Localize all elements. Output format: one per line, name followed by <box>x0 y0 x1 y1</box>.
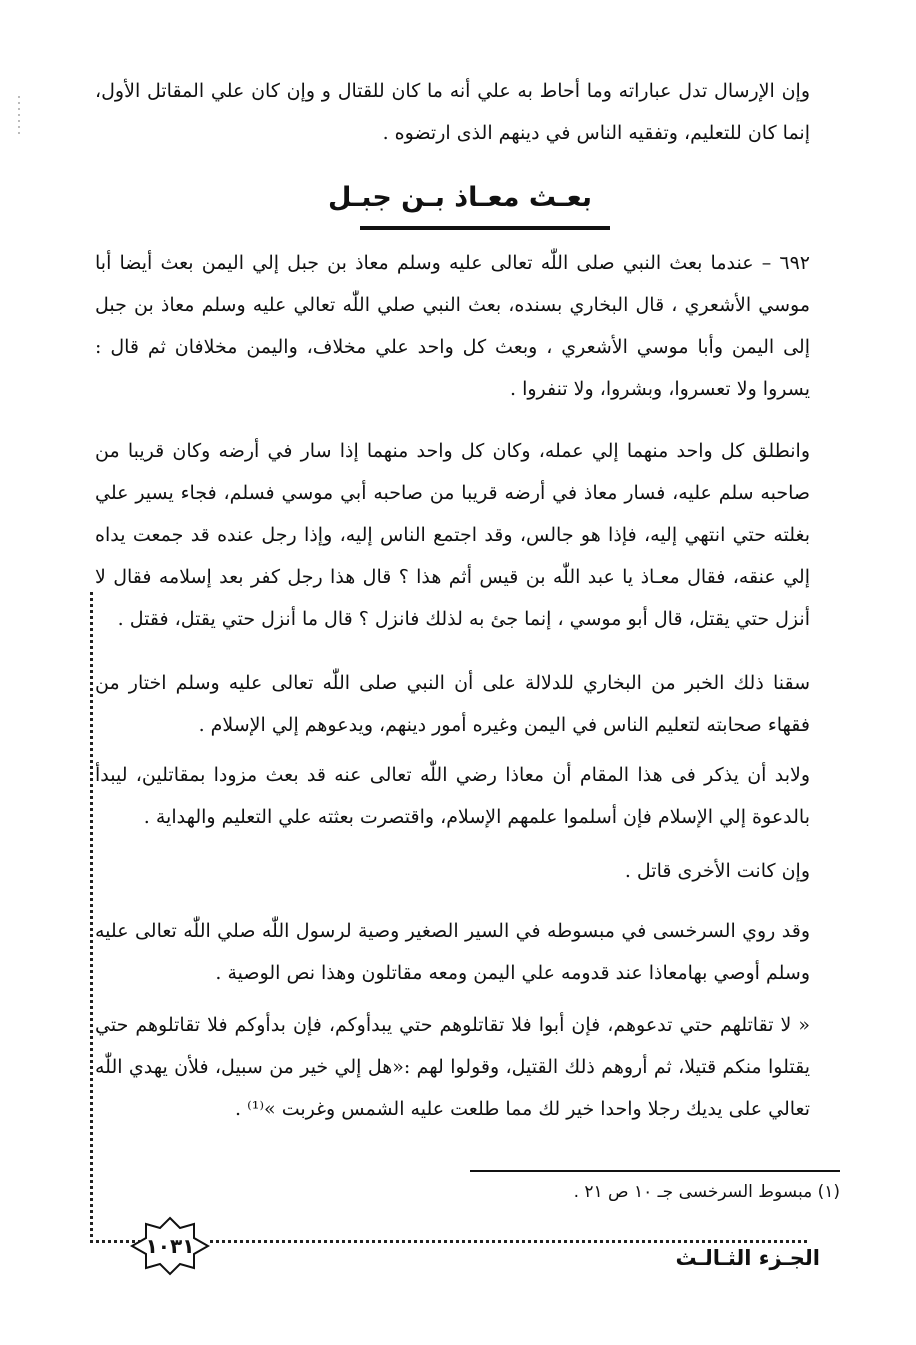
heading-underline <box>360 226 610 230</box>
footnote: (١) مبسوط السرخسى جـ ١٠ ص ٢١ . <box>573 1182 840 1202</box>
paragraph-bukhari-note: سقنا ذلك الخبر من البخاري للدلالة على أن النبي صلى اللّٰه تعالى عليه وسلم اختار من فقهاء صحابته لتعليم الناس في اليمن وغيره أمور دينهم، ويدعوهم إلي الإسلام . <box>95 672 810 736</box>
paragraph-other: وإن كانت الأخرى قاتل . <box>624 860 810 882</box>
paragraph-692: ٦٩٢ – عندما بعث النبي صلى اللّٰه تعالى عليه وسلم معاذ بن جبل إلي اليمن بعث أيضا أبا موسي الأشعري ، قال البخاري بسنده، بعث النبي صلي اللّٰه تعالي عليه وسلم معاذ بن جبل إلى اليمن وأبا موسي الأشعري ، وبعث كل واحد علي مخلاف، واليمن مخلافان ثم قال : يسروا ولا تعسروا، وبشروا، ولا تنفروا . <box>95 252 810 400</box>
section-heading: بعـث معـاذ بـن جبـل <box>327 182 593 213</box>
paragraph-sarakhsi: وقد روي السرخسى في مبسوطه في السير الصغير وصية لرسول اللّٰه صلي اللّٰه تعالى عليه وسلم أوصي بهامعاذا عند قدومه علي اليمن ومعه مقاتلون وهذا نص الوصية . <box>95 920 810 984</box>
decorative-border-bottom <box>210 1240 810 1243</box>
paragraph-departure: وانطلق كل واحد منهما إلي عمله، وكان كل واحد منهما إذا سار في أرضه وكان قريبا من صاحبه سلم عليه، فسار معاذ في أرضه قريبا من صاحبه أبي موسي فسلم، فجاء يسير علي بغلته حتي انتهي إليه، فإذا هو جالس، وقد اجتمع الناس إليه، وإذا رجل عنده قد جمعت يداه إلي عنقه، فقال معـاذ يا عبد اللّٰه بن قيس أثم هذا ؟ قال هذا رجل كفر بعد إسلامه فقال لا أنزل حتي يقتل، قال أبو موسي ، إنما جئ به لذلك فانزل ؟ قال ما أنزل حتي يقتل، فقتل . <box>95 440 810 630</box>
page-number: ١٠٣١ <box>145 1234 195 1258</box>
footnote-separator <box>470 1170 840 1172</box>
paragraph-quote: « لا تقاتلهم حتي تدعوهم، فإن أبوا فلا تقاتلوهم حتي يبدأوكم، فإن بدأوكم فلا تقاتلوهم حتي يقتلوا منكم قتيلا، ثم أروهم ذلك القتيل، وقولوا لهم :«هل إلي خير من سبيل، فلأن يهدي اللّٰه تعالي على يديك رجلا واحدا خير لك مما طلعت عليه الشمس وغربت »⁽¹⁾ . <box>95 1014 810 1120</box>
running-footer: الجـزء الثـالـث <box>675 1246 820 1270</box>
paragraph-intro: وإن الإرسال تدل عباراته وما أحاط به علي أنه ما كان للقتال و وإن كان علي المقاتل الأول، إنما كان للتعليم، وتفقيه الناس في دينهم الذى ارتضوه . <box>95 80 810 144</box>
scan-margin-mark <box>18 96 20 136</box>
paragraph-muadh-fighters: ولابد أن يذكر فى هذا المقام أن معاذا رضي اللّٰه تعالى عنه قد بعث مزودا بمقاتلين، ليبدأ بالدعوة إلي الإسلام فإن أسلموا علمهم الإسلام، واقتصرت بعثته علي التعليم والهداية . <box>95 764 810 828</box>
decorative-border-vertical <box>90 592 93 1242</box>
